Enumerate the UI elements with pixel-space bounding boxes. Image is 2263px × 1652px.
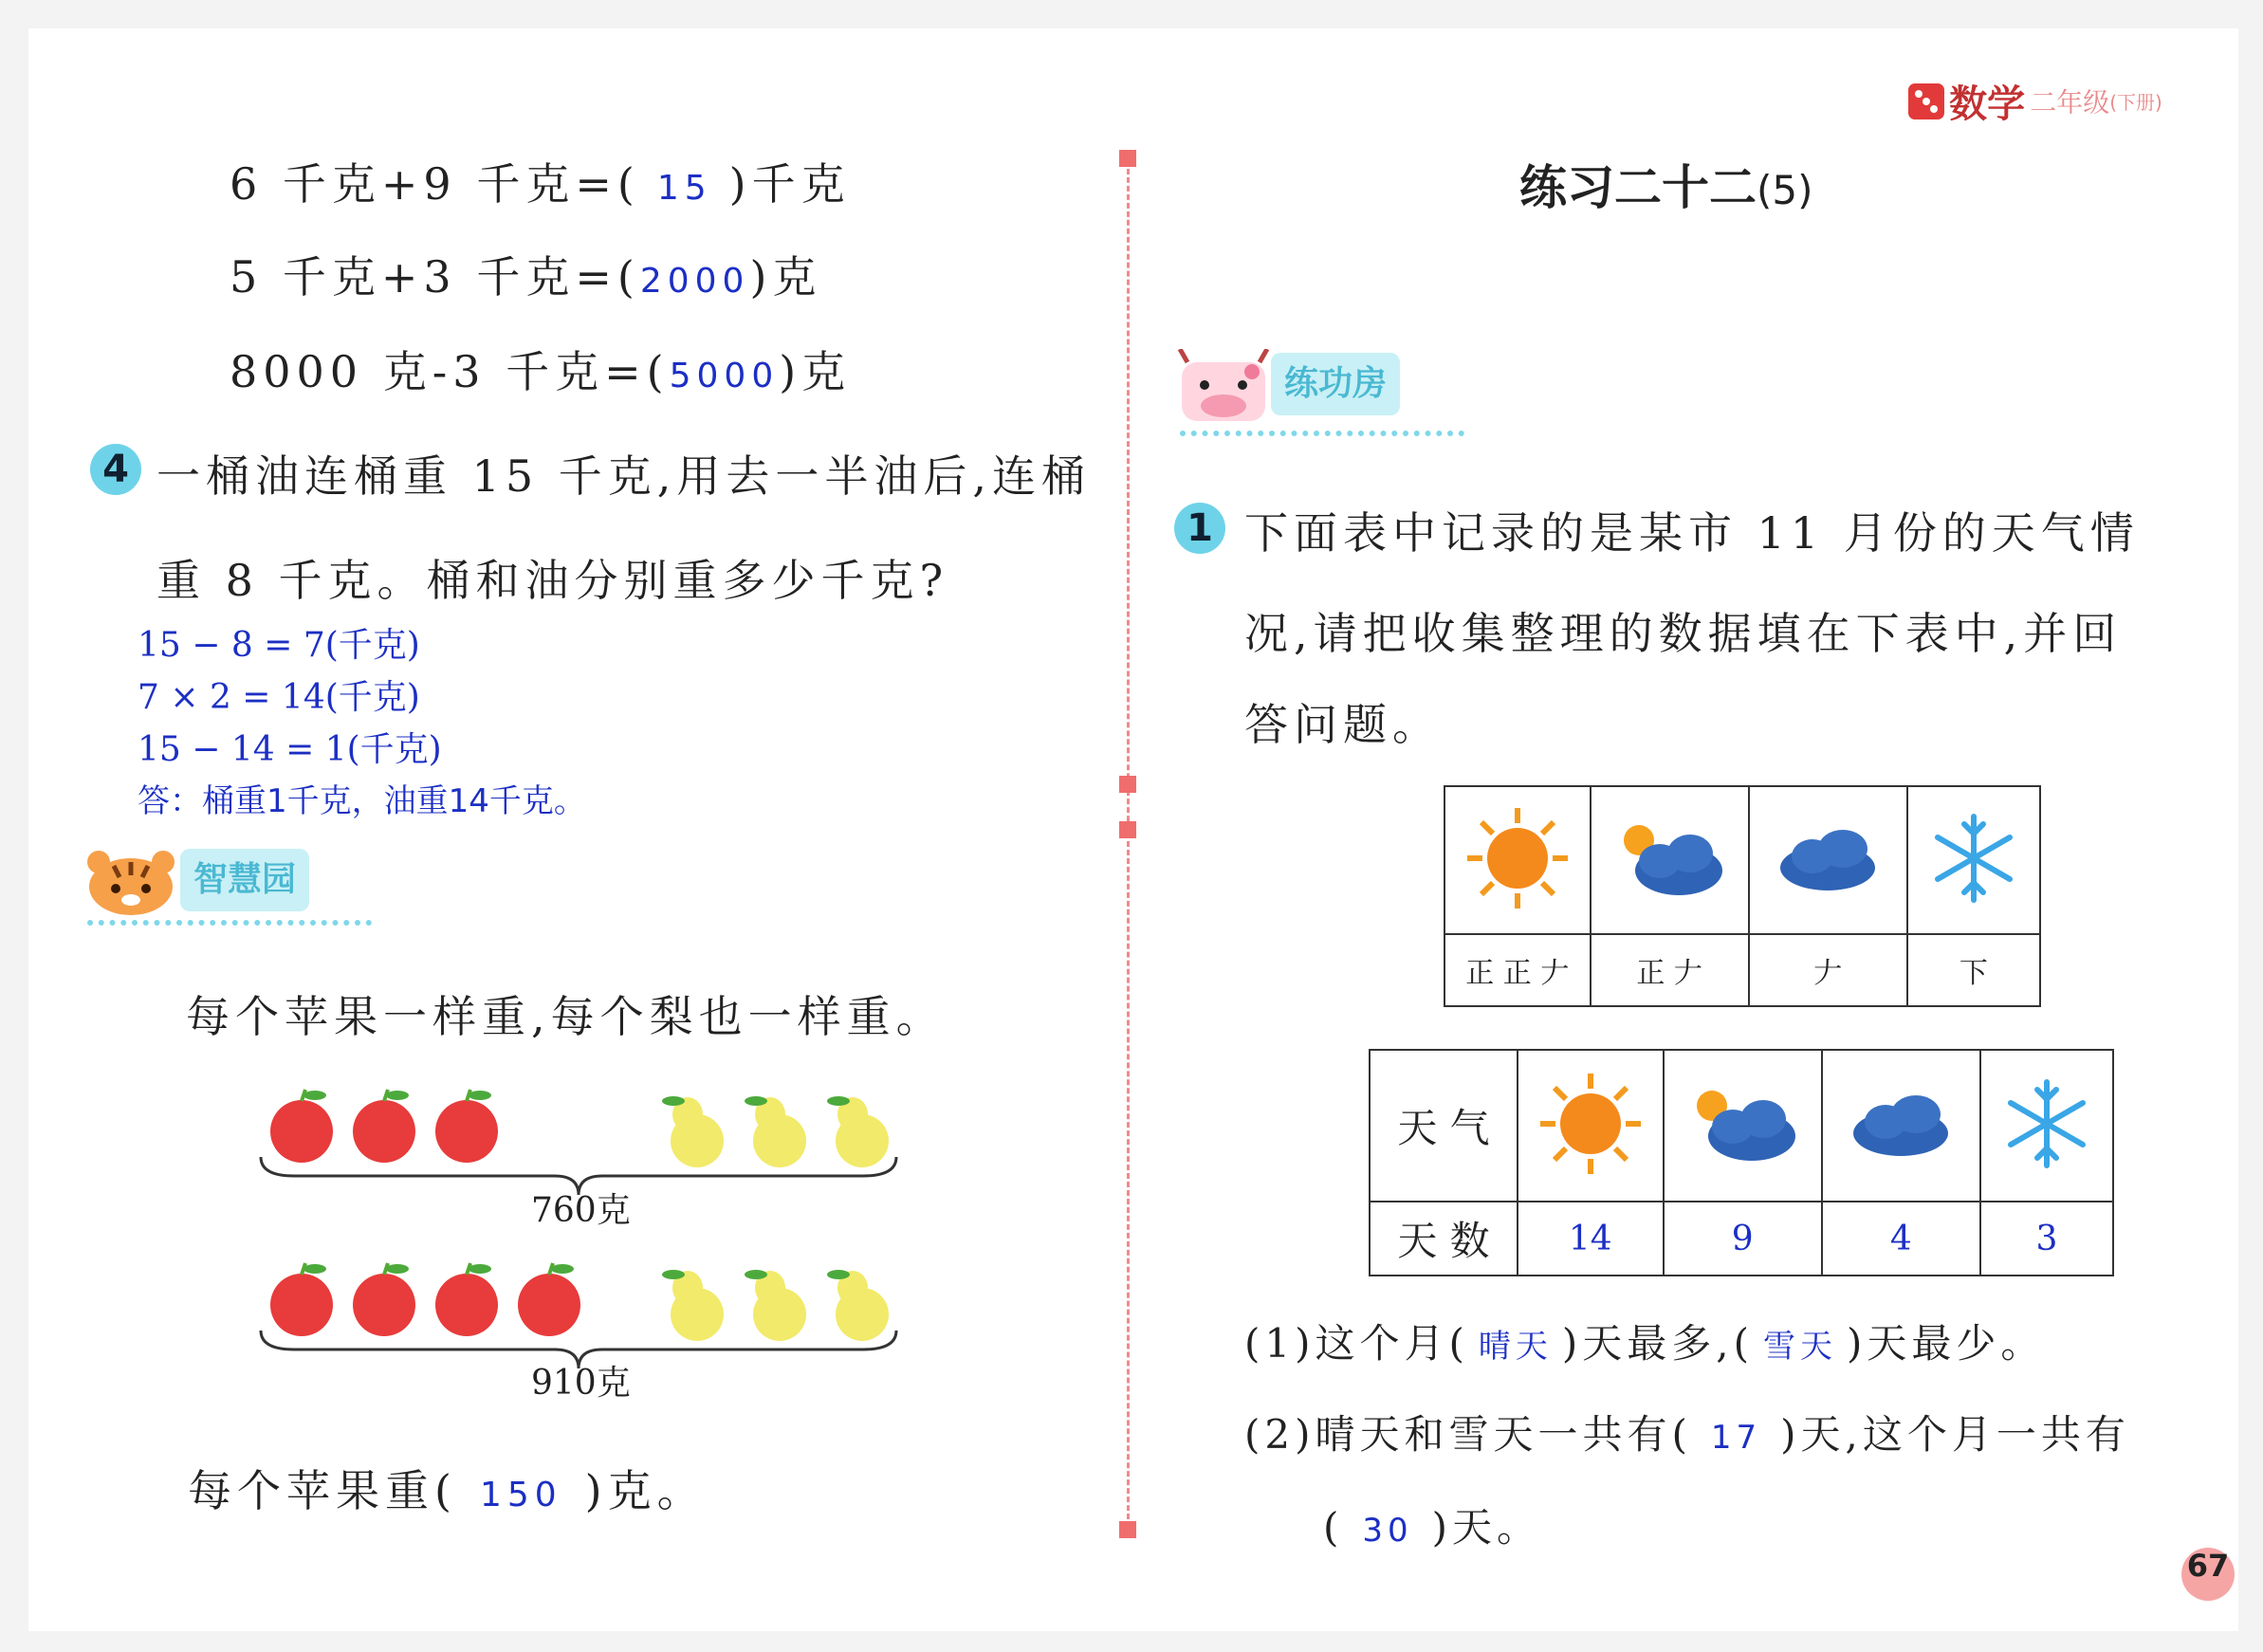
question-4-line-2: 重 8 千克。桶和油分别重多少千克? bbox=[156, 555, 949, 606]
days-value: 4 bbox=[1822, 1202, 1980, 1276]
answer-value: 150 bbox=[479, 1476, 562, 1514]
sub-question-text: )天。 bbox=[1431, 1504, 1542, 1551]
work-line: 15 − 14 = 1(千克) bbox=[138, 730, 442, 769]
tally-table bbox=[1444, 785, 2041, 1007]
snowflake-icon bbox=[1999, 1076, 2094, 1171]
row-label-weather: 天 气 bbox=[1370, 1050, 1518, 1202]
weather-cell-partly-cloudy bbox=[1664, 1050, 1822, 1202]
question-1-line-3: 答问题。 bbox=[1244, 699, 1442, 750]
answer-line-text: )克。 bbox=[584, 1465, 707, 1516]
answer-value: 2000 bbox=[639, 262, 750, 301]
answer-value: 15 bbox=[656, 169, 712, 208]
exercise-title-text: 练习二十二 bbox=[1519, 160, 1757, 215]
equation-text: )克 bbox=[749, 251, 822, 303]
divider-marker bbox=[1119, 1521, 1136, 1538]
divider-marker bbox=[1119, 150, 1136, 167]
answer-value: 5000 bbox=[669, 357, 780, 395]
equation-text: )千克 bbox=[728, 158, 851, 210]
row-label-days: 天 数 bbox=[1370, 1202, 1518, 1276]
weather-cell-cloudy bbox=[1822, 1050, 1980, 1202]
section-dotted-line bbox=[87, 920, 372, 926]
question-number-badge: 1 bbox=[1174, 503, 1225, 554]
equation-3 bbox=[230, 338, 851, 400]
section-dotted-line bbox=[1180, 431, 1464, 436]
sub-question-text: (1)这个月( bbox=[1244, 1320, 1469, 1367]
equation-text: 8000 克-3 千克=( bbox=[230, 346, 670, 397]
sun-icon bbox=[1538, 1072, 1643, 1176]
partly-cloudy-icon bbox=[1685, 1081, 1799, 1166]
equation-text: )克 bbox=[779, 346, 852, 397]
exercise-title bbox=[1519, 150, 1813, 218]
grade-label: 二年级 bbox=[2030, 86, 2110, 119]
apple-weight-answer-line bbox=[188, 1457, 707, 1519]
answer-value: 17 bbox=[1710, 1419, 1762, 1457]
tally-marks: 正 正 𠂇 bbox=[1444, 934, 1591, 1006]
answer-statement: 答：桶重1千克，油重14千克。 bbox=[138, 782, 586, 820]
page-divider bbox=[1127, 152, 1130, 1536]
tally-marks: 下 bbox=[1907, 934, 2040, 1006]
weather-cell-sunny bbox=[1518, 1050, 1664, 1202]
group-1-weight-label: 760克 bbox=[531, 1191, 631, 1230]
equation-text: 6 千克+9 千克=( bbox=[230, 158, 640, 210]
question-1-line-1: 下面表中记录的是某市 11 月份的天气情 bbox=[1244, 507, 2140, 559]
sub-question-2 bbox=[1244, 1404, 2130, 1460]
days-value: 9 bbox=[1664, 1202, 1822, 1276]
question-4-line-1: 一桶油连桶重 15 千克,用去一半油后,连桶 bbox=[156, 450, 1092, 502]
dice-icon bbox=[1908, 83, 1944, 119]
tally-marks: 正 𠂇 bbox=[1591, 934, 1749, 1006]
sun-icon bbox=[1465, 806, 1570, 910]
answer-value: 雪天 bbox=[1763, 1328, 1838, 1366]
volume-label: (下册) bbox=[2109, 91, 2162, 114]
question-number-badge: 4 bbox=[90, 444, 141, 495]
cow-mascot-icon bbox=[1176, 349, 1271, 429]
puzzle-text: 每个苹果一样重,每个梨也一样重。 bbox=[186, 991, 946, 1042]
tally-cell-sunny bbox=[1444, 786, 1591, 934]
sub-question-2-continued bbox=[1323, 1496, 1541, 1553]
group-2-weight-label: 910克 bbox=[531, 1364, 631, 1403]
tiger-mascot-icon bbox=[85, 849, 176, 921]
divider-marker bbox=[1119, 776, 1136, 793]
weather-cell-snowy bbox=[1980, 1050, 2113, 1202]
section-title-zhihuiyuan: 智慧园 bbox=[180, 849, 309, 911]
header-logo bbox=[1908, 74, 2162, 128]
equation-1 bbox=[230, 150, 851, 212]
subject-label: 数学 bbox=[1949, 83, 2026, 126]
cloud-icon bbox=[1771, 820, 1885, 896]
equation-2 bbox=[230, 243, 821, 305]
divider-marker bbox=[1119, 821, 1136, 838]
partly-cloudy-icon bbox=[1612, 816, 1726, 901]
weather-data-table bbox=[1369, 1049, 2114, 1276]
tally-marks: 𠂇 bbox=[1749, 934, 1907, 1006]
equation-text: 5 千克+3 千克=( bbox=[230, 251, 640, 303]
days-value: 14 bbox=[1518, 1202, 1664, 1276]
section-title-liangongfang: 练功房 bbox=[1271, 353, 1400, 415]
exercise-title-suffix: (5) bbox=[1757, 167, 1813, 213]
sub-question-text: (2)晴天和雪天一共有( bbox=[1244, 1411, 1692, 1458]
cloud-icon bbox=[1844, 1086, 1958, 1162]
tally-cell-partly-cloudy bbox=[1591, 786, 1749, 934]
work-line: 7 × 2 = 14(千克) bbox=[138, 678, 420, 717]
sub-question-text: ( bbox=[1323, 1504, 1344, 1551]
tally-cell-cloudy bbox=[1749, 786, 1907, 934]
answer-line-text: 每个苹果重( bbox=[188, 1465, 457, 1516]
sub-question-1 bbox=[1244, 1312, 2045, 1369]
answer-value: 晴天 bbox=[1478, 1328, 1553, 1366]
days-value: 3 bbox=[1980, 1202, 2113, 1276]
sub-question-text: )天,这个月一共有 bbox=[1780, 1411, 2130, 1458]
work-line: 15 − 8 = 7(千克) bbox=[138, 626, 420, 665]
answer-value: 30 bbox=[1362, 1512, 1413, 1550]
tally-cell-snowy bbox=[1907, 786, 2040, 934]
snowflake-icon bbox=[1926, 811, 2021, 906]
sub-question-text: )天最多,( bbox=[1561, 1320, 1755, 1367]
sub-question-text: )天最少。 bbox=[1847, 1320, 2046, 1367]
page-number-badge: 67 bbox=[2181, 1548, 2235, 1601]
question-1-line-2: 况,请把收集整理的数据填在下表中,并回 bbox=[1244, 608, 2123, 659]
